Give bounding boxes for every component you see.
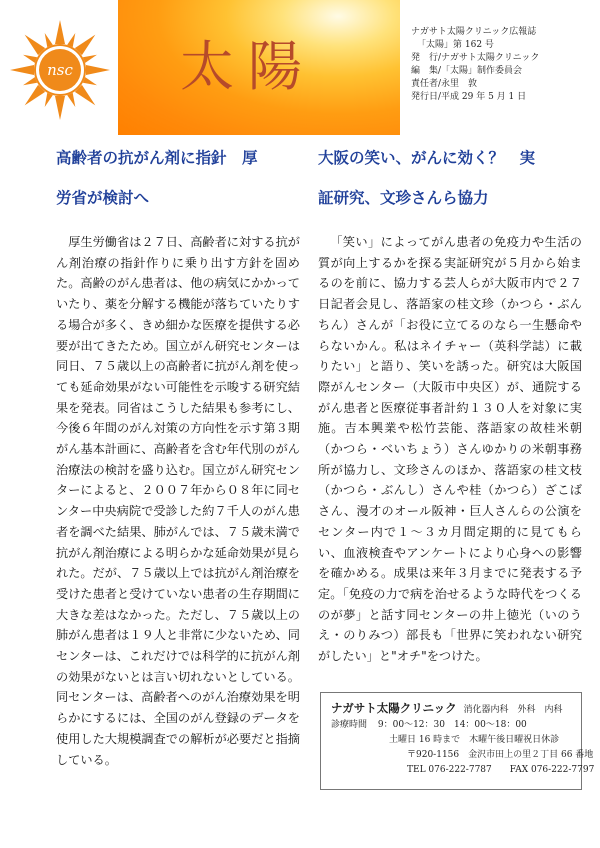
masthead-line: 「太陽」第 162 号 [417, 40, 494, 50]
heading-line: 証研究、文珍さんら協力 [318, 189, 489, 207]
left-article-heading [56, 138, 300, 218]
right-article-body: 「笑い」によってがん患者の免疫力や生活の質が向上するかを探る実証研究が５月から始まるのを前に、協力する芸人らが大阪市内で２７日記者会見し、落語家の桂文珍（かつら・ぶんちん）さんが「お役に立てるのなら一生懸命やらないかん。私はネイチャー（英科学誌）に載りたい」と語り、笑いを誘った。研究は大阪国際がんセンター（大阪市中央区）が、通院するがん患者と医療従事者計約１３０人を対象に実施。吉本興業や松竹芸能、落語家の故桂米朝（かつら・べいちょう）さんゆかりの米朝事務所が協力し、文珍さんのほか、落語家の桂文枝（かつら・ぶんし）さんや桂（かつら）ざこばさん、漫才のオール阪神・巨人さんらの公演をセンター内で１～３カ月間定期的に見てもらい、血液検査やアンケートにより心身への影響を確かめる。成果は来年３月までに発表する予定。「免疫の力で病を治せるような時代をつくるのが夢」と話す同センターの井上徳光（いのうえ・のりみつ）部長も「世界に笑われない研究がしたい」と"オチ"をつけた。 [318, 235, 582, 664]
clinic-saturday: 土曜日 16 時まで 木曜午後日曜祝日休診 [389, 735, 560, 745]
masthead-line: 発 行/ナガサト太陽クリニック [411, 53, 540, 63]
svg-text:nsc: nsc [47, 61, 73, 79]
hours-label: 診療時間 [331, 720, 368, 730]
clinic-name: ナガサト太陽クリニック [331, 701, 457, 715]
right-article [318, 138, 582, 667]
masthead-line: 発行日/平成 29 年 5 月 1 日 [411, 92, 527, 102]
masthead-banner [0, 0, 600, 135]
clinic-departments: 消化器内科 外科 内科 [463, 705, 563, 715]
masthead-line: 編 集/「太陽」制作委員会 [411, 66, 523, 76]
clinic-phone: TEL 076-222-7787 FAX 076-222-7797 [407, 765, 595, 775]
heading-line: 労省が検討へ [56, 189, 150, 207]
right-article-heading [318, 138, 582, 218]
clinic-hours: 9：00～12：30 14：00～18：00 [377, 720, 527, 730]
heading-line: 大阪の笑い、がんに効く？ 実 [318, 149, 536, 167]
sun-logo-icon [8, 18, 112, 122]
heading-line: 高齢者の抗がん剤に指針 厚 [56, 149, 258, 167]
clinic-address: 〒920-1156 金沢市田上の里２丁目 66 番地 [407, 750, 594, 760]
left-article-body: 厚生労働省は２７日、高齢者に対する抗がん剤治療の指針作りに乗り出す方針を固めた。高齢のがん患者は、他の病気にかかっていたり、薬を分解する機能が落ちていたりする場合が多く、きめ細かな医療を提供する必要が出てきたため。国立がん研究センターは同日、７５歳以上の高齢者に抗がん剤を使っても延命効果がない可能性を示唆する研究結果を発表。同省はこうした結果も参考にし、今後６年間のがん対策の方向性を示す第３期がん基本計画に、高齢者を含む年代別のがん治療法の検討を盛り込む。国立がん研究センターによると、２００７年から０８年に同センター中央病院で受診した約７千人のがん患者を調べた結果、肺がんでは、７５歳未満で抗がん剤治療による明らかな延命効果が見られた。だが、７５歳以上では抗がん剤治療を受けた患者と受けていない患者の生存期間に大きな差はなかった。ただし、７５歳以上の肺がん患者は１９人と非常に少ないため、同センターは、これだけでは科学的に抗がん剤の効果がないとは言い切れないとしている。同センターは、高齢者へのがん治療効果を明らかにするには、全国のがん登録のデータを使用した大規模調査での解析が必要だと指摘している。 [56, 235, 300, 767]
masthead-info [411, 26, 596, 104]
masthead-line: ナガサト太陽クリニック広報誌 [411, 27, 537, 37]
newsletter-title: 太陽 [180, 35, 316, 98]
clinic-info-box [320, 692, 595, 790]
masthead-line: 責任者/永里 敦 [411, 79, 478, 89]
left-article [56, 138, 300, 770]
